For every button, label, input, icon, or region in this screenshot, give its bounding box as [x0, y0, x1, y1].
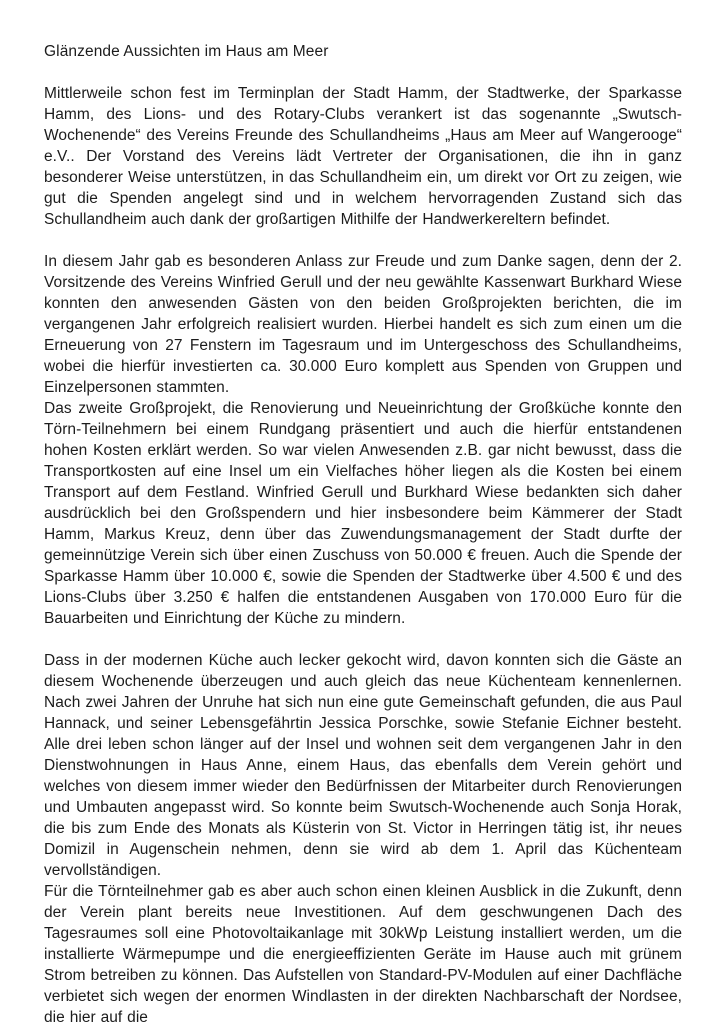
document-title: Glänzende Aussichten im Haus am Meer	[44, 43, 329, 60]
paragraph-kitchen-team: Dass in der modernen Küche auch lecker gekocht wird, davon konnten sich die Gäste an diesem Wochenende überzeugen und auch gleich das neue Küchenteam kennenlernen. Nach zwei Jahren der Unruhe hat sich nun eine gute Gemeinschaft gefunden, die aus Paul Hannack, und seiner Lebensgefährtin Jessica Porschke, sowie Stefanie Eichner besteht. Alle drei leben schon länger auf der Insel und wohnen seit dem vergangenen Jahr in den Dienstwohnungen in Haus Anne, einem Haus, das ebenfalls dem Verein gehört und welches von diesem immer wieder den Bedürfnissen der Mitarbeiter durch Renovierungen und Umbauten angepasst wird. So konnte beim Swutsch-Wochenende auch Sonja Horak, die bis zum Ende des Monats als Küsterin von St. Victor in Herringen tätig ist, ihr neues Domizil in Augenschein nehmen, denn sie wird ab dem 1. April das Küchenteam vervollständigen.	[44, 652, 682, 879]
paragraph-kitchen-costs: Das zweite Großprojekt, die Renovierung und Neueinrichtung der Großküche konnte den Törn-Teilnehmern bei einem Rundgang präsentiert und auch die hierfür entstandenen hohen Kosten erklärt werden. So war vielen Anwesenden z.B. gar nicht bewusst, dass die Transportkosten auf eine Insel um ein Vielfaches höher liegen als die Kosten bei einem Transport auf dem Festland. Winfried Gerull und Burkhard Wiese bedankten sich daher ausdrücklich bei den Großspendern und hier insbesondere beim Kämmerer der Stadt Hamm, Markus Kreuz, denn über das Zuwendungsmanagement der Stadt durfte der gemeinnützige Verein sich über einen Zuschuss von 50.000 € freuen. Auch die Spende der Sparkasse Hamm über 10.000 €, sowie die Spenden der Stadtwerke über 4.500 € und des Lions-Clubs über 3.250 € halfen die entstandenen Ausgaben von 170.000 Euro für die Bauarbeiten und Einrichtung der Küche zu mindern.	[44, 400, 682, 627]
paragraph-future-plans: Für die Törnteilnehmer gab es aber auch schon einen kleinen Ausblick in die Zukunft, denn der Verein plant bereits neue Investitionen. Auf dem geschwungenen Dach des Tagesraumes soll eine Photovoltaikanlage mit 30kWp Leistung installiert werden, um die installierte Wärmepumpe und die energieeffizienten Geräte im Hause auch mit grünem Strom betreiben zu können. Das Aufstellen von Standard-PV-Modulen auf einer Dachfläche verbietet sich wegen der enormen Windlasten in der direkten Nachbarschaft der Nordsee, die hier auf die	[44, 883, 682, 1024]
paragraph-intro: Mittlerweile schon fest im Terminplan der Stadt Hamm, der Stadtwerke, der Sparkasse Hamm, des Lions- und des Rotary-Clubs verankert ist das sogenannte „Swutsch-Wochenende“ des Vereins Freunde des Schullandheims „Haus am Meer auf Wangerooge“ e.V.. Der Vorstand des Vereins lädt Vertreter der Organisationen, die ihn in ganz besonderer Weise unterstützen, in das Schullandheim ein, um direkt vor Ort zu zeigen, wie gut die Spenden angelegt sind und in welchem hervorragenden Zustand sich das Schullandheim auch dank der großartigen Mithilfe der Handwerkereltern befindet.	[44, 85, 682, 228]
paragraph-projects: In diesem Jahr gab es besonderen Anlass zur Freude und zum Danke sagen, denn der 2. Vorsitzende des Vereins Winfried Gerull und der neu gewählte Kassenwart Burkhard Wiese konnten den anwesenden Gästen von den beiden Großprojekten berichten, die im vergangenen Jahr erfolgreich realisiert wurden. Hierbei handelt es sich zum einen um die Erneuerung von 27 Fenstern im Tagesraum und im Untergeschoss des Schullandheims, wobei die hierfür investierten ca. 30.000 Euro komplett aus Spenden von Gruppen und Einzelpersonen stammten.	[44, 253, 682, 396]
